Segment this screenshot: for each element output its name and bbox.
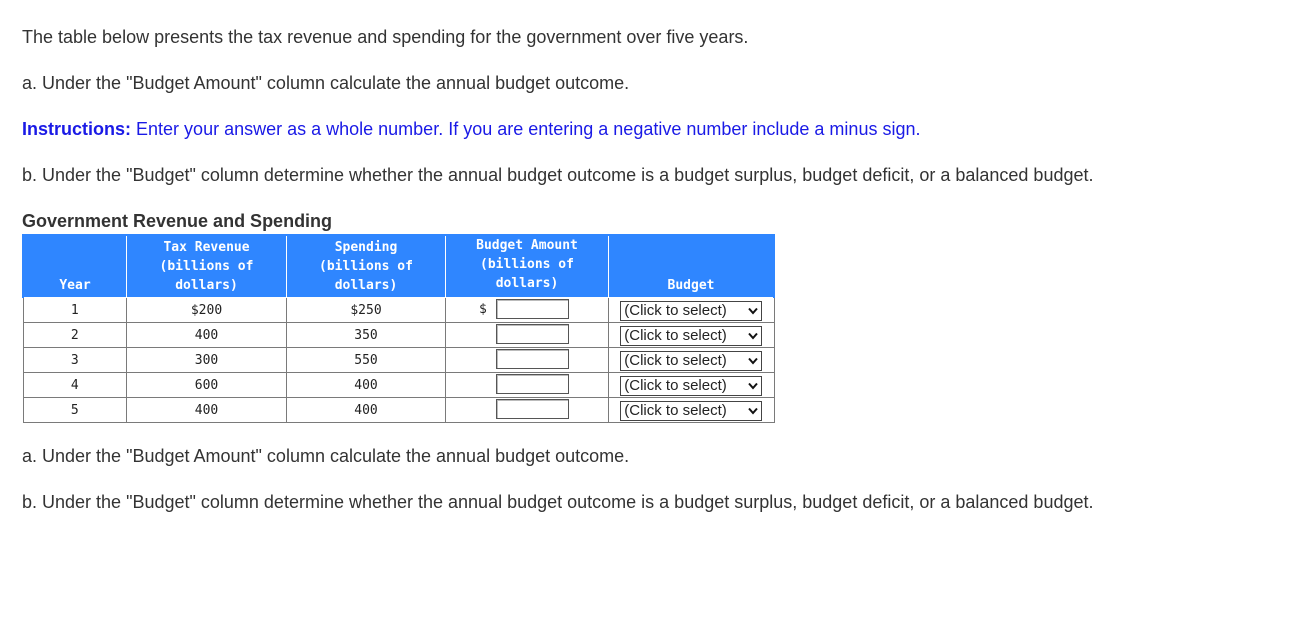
table-row: [23, 398, 774, 423]
select-value: (Click to select): [624, 327, 727, 344]
budget-amount-cell: [446, 298, 609, 323]
budget-amount-cell: [446, 373, 609, 398]
tax-cell: 300: [127, 348, 287, 373]
budget-select-cell: [609, 323, 775, 348]
budget-select-cell: [609, 298, 775, 323]
budget-select-cell: [609, 373, 775, 398]
chevron-down-icon: [748, 382, 758, 390]
tax-cell: 400: [127, 398, 287, 423]
intro-text: The table below presents the tax revenue and spending for the government over five years.: [22, 27, 749, 47]
budget-select-cell: [609, 348, 775, 373]
budget-amount-input-3[interactable]: [496, 349, 569, 369]
header-tax-revenue: Tax Revenue (billions of dollars): [127, 235, 287, 298]
instructions-label: Instructions:: [22, 119, 132, 139]
budget-select-5[interactable]: [620, 401, 762, 421]
header-budget: Budget: [609, 235, 775, 298]
budget-amount-cell: [446, 348, 609, 373]
budget-select-cell: [609, 398, 775, 423]
table-header-row: [23, 235, 774, 298]
year-cell: 5: [23, 398, 127, 423]
spending-cell: 350: [287, 323, 446, 348]
tax-cell: 600: [127, 373, 287, 398]
table-row: [23, 373, 774, 398]
part-b-prompt: b. Under the "Budget" column determine whether the annual budget outcome is a budget surplus, budget deficit, or a balanced budget.: [22, 165, 1094, 185]
instructions-text: Enter your answer as a whole number. If you are entering a negative number include a minus sign.: [136, 119, 921, 139]
instructions: [22, 118, 920, 141]
table-caption: Government Revenue and Spending: [22, 211, 333, 231]
table-row: [23, 298, 774, 323]
budget-select-1[interactable]: [620, 301, 762, 321]
select-value: (Click to select): [624, 402, 727, 419]
part-a-prompt-bottom: a. Under the "Budget Amount" column calculate the annual budget outcome.: [22, 446, 630, 466]
budget-amount-cell: [446, 323, 609, 348]
spending-cell: 550: [287, 348, 446, 373]
tax-cell: 400: [127, 323, 287, 348]
budget-select-2[interactable]: [620, 326, 762, 346]
chevron-down-icon: [748, 357, 758, 365]
select-value: (Click to select): [624, 352, 727, 369]
tax-cell: $200: [127, 298, 287, 323]
budget-select-3[interactable]: [620, 351, 762, 371]
year-cell: 2: [23, 323, 127, 348]
select-value: (Click to select): [624, 377, 727, 394]
budget-select-4[interactable]: [620, 376, 762, 396]
part-b-prompt-bottom: b. Under the "Budget" column determine whether the annual budget outcome is a budget surplus, budget deficit, or a balanced budget.: [22, 492, 1094, 512]
spending-cell: $250: [287, 298, 446, 323]
budget-amount-input-5[interactable]: [496, 399, 569, 419]
header-year: Year: [23, 235, 127, 298]
select-value: (Click to select): [624, 302, 727, 319]
header-budget-amount: Budget Amount (billions of dollars): [446, 235, 609, 298]
year-cell: 3: [23, 348, 127, 373]
year-cell: 1: [23, 298, 127, 323]
budget-amount-cell: [446, 398, 609, 423]
table-row: [23, 348, 774, 373]
chevron-down-icon: [748, 332, 758, 340]
chevron-down-icon: [748, 307, 758, 315]
part-a-prompt: a. Under the "Budget Amount" column calculate the annual budget outcome.: [22, 73, 630, 93]
dollar-sign: $: [479, 302, 487, 317]
header-spending: Spending (billions of dollars): [287, 235, 446, 298]
budget-table: [22, 234, 775, 423]
chevron-down-icon: [748, 407, 758, 415]
spending-cell: 400: [287, 398, 446, 423]
budget-amount-input-2[interactable]: [496, 324, 569, 344]
budget-amount-input-1[interactable]: [496, 299, 569, 319]
year-cell: 4: [23, 373, 127, 398]
budget-amount-input-4[interactable]: [496, 374, 569, 394]
spending-cell: 400: [287, 373, 446, 398]
table-row: [23, 323, 774, 348]
